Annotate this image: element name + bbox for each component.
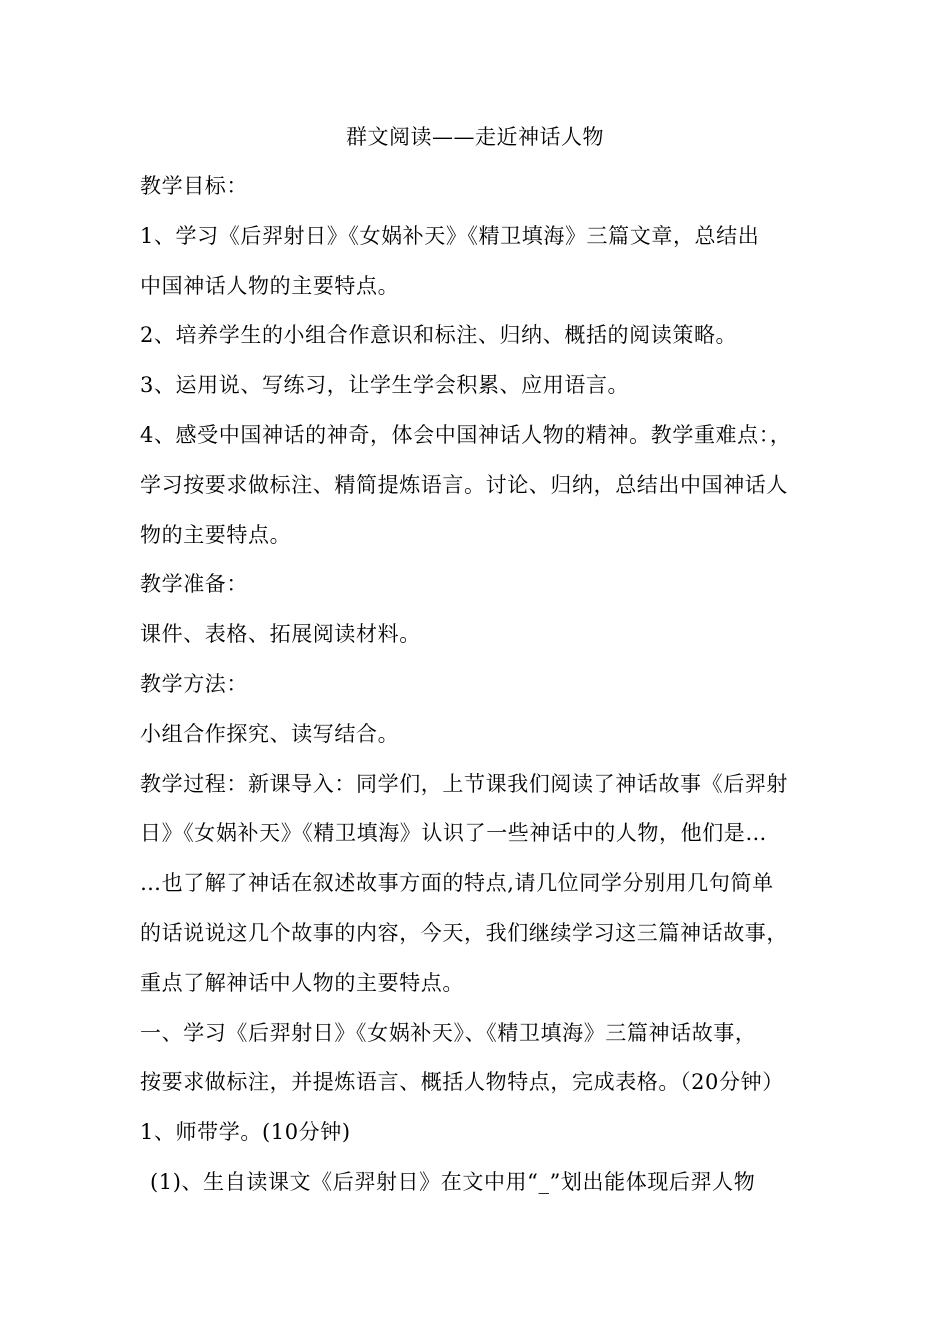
preparation-text: 课件、表格、拓展阅读材料。 <box>140 622 421 647</box>
goal-4-line-3: 物的主要特点。 <box>140 522 292 547</box>
document-title: 群文阅读——走近神话人物 <box>346 125 604 149</box>
step-1: 1、师带学。(10分钟) <box>140 1120 351 1145</box>
goal-1-line-2: 中国神话人物的主要特点。 <box>140 273 400 298</box>
process-line-5: 重点了解神话中人物的主要特点。 <box>140 970 464 995</box>
section-1-line-2: 按要求做标注，并提炼语言、概括人物特点，完成表格。（20分钟） <box>140 1070 784 1095</box>
heading-teaching-preparation: 教学准备： <box>140 572 248 597</box>
process-line-2: 日》《女娲补天》《精卫填海》认识了一些神话中的人物，他们是… <box>140 821 767 846</box>
step-1-sub-1: (1)、生自读课文《后羿射日》在文中用“_”划出能体现后羿人物 <box>150 1169 756 1194</box>
goal-3: 3、运用说、写练习，让学生学会积累、应用语言。 <box>140 373 630 398</box>
goal-4-line-1: 4、感受中国神话的神奇，体会中国神话人物的精神。教学重难点：， <box>140 422 792 447</box>
method-text: 小组合作探究、读写结合。 <box>140 721 400 746</box>
section-1-line-1: 一、学习《后羿射日》《女娲补天》、《精卫填海》三篇神话故事， <box>140 1020 757 1045</box>
heading-teaching-method: 教学方法： <box>140 671 248 696</box>
heading-teaching-goals: 教学目标： <box>140 174 248 198</box>
goal-2: 2、培养学生的小组合作意识和标注、归纳、概括的阅读策略。 <box>140 323 738 348</box>
document-body <box>140 162 812 1208</box>
goal-1-line-1: 1、学习《后羿射日》《女娲补天》《精卫填海》三篇文章，总结出 <box>140 223 760 248</box>
process-line-4: 的话说说这几个故事的内容，今天，我们继续学习这三篇神话故事， <box>140 920 788 945</box>
process-line-3: …也了解了神话在叙述故事方面的特点,请几位同学分别用几句简单 <box>140 871 774 896</box>
process-line-1: 教学过程：新课导入：同学们，上节课我们阅读了神话故事《后羿射 <box>140 771 788 796</box>
goal-4-line-2: 学习按要求做标注、精简提炼语言。讨论、归纳，总结出中国神话人 <box>140 472 788 497</box>
